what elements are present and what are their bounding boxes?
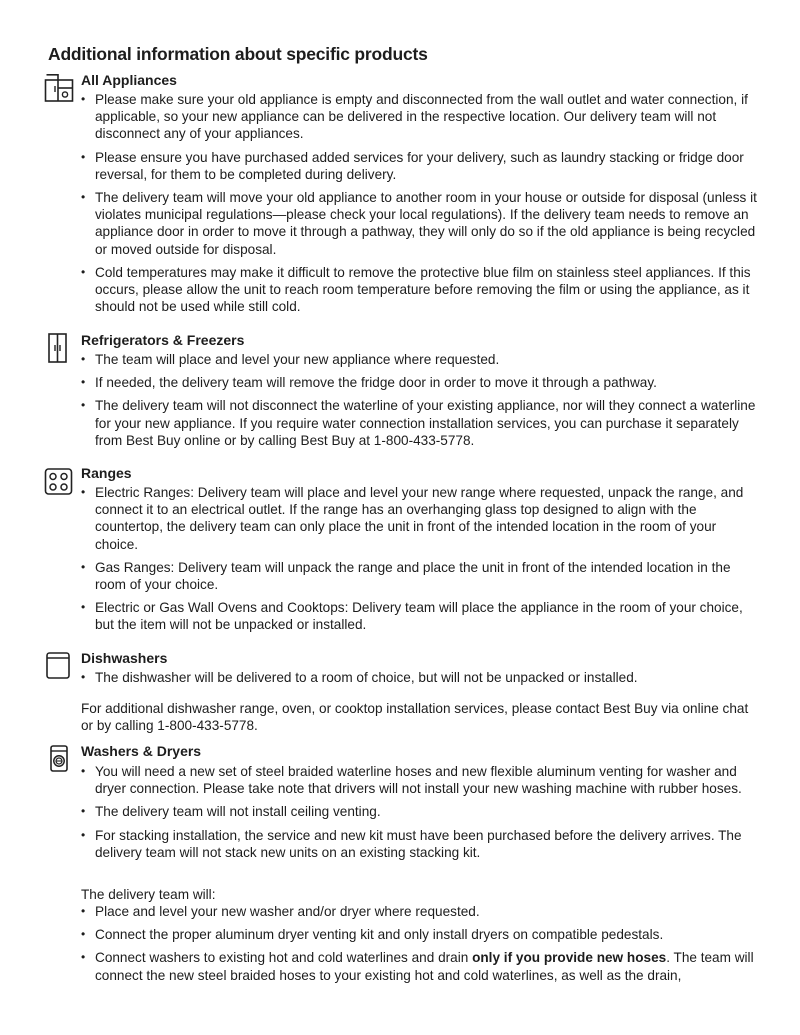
list-item: • Electric Ranges: Delivery team will place and level your new range where requested, unpack the range, and connect it to an electrical outlet. If the range has an overhanging glass top designed to align with the countertop, the delivery team can only place the unit in front of the intended location in the room of your choice. <box>81 484 761 553</box>
hose-text-start: Connect washers to existing hot and cold waterlines and drain <box>95 950 473 966</box>
bullet-list <box>81 484 761 640</box>
bullet-list <box>81 763 761 867</box>
list-item: • The delivery team will not disconnect the waterline of your existing appliance, nor will they connect a waterline for your new appliance. If you require water connection installation services, you can purchase it separately from Best Buy online or by calling Best Buy at 1-800-433-5778. <box>81 397 761 449</box>
range-icon <box>44 467 74 499</box>
washer-icon <box>44 743 74 775</box>
list-item: • Cold temperatures may make it difficult to remove the protective blue film on stainless steel appliances. If this occurs, please allow the unit to reach room temperature before removing the film or using the appliance, as it should not be used while still cold. <box>81 264 761 316</box>
list-item: • Please make sure your old appliance is empty and disconnected from the wall outlet and water connection, if applicable, so your new appliance can be delivered in the respective location. Our delivery team will not disconnect any of your appliances. <box>81 91 761 143</box>
refrigerator-icon <box>44 332 74 364</box>
list-item: • The dishwasher will be delivered to a room of choice, but will not be unpacked or installed. <box>81 669 761 686</box>
section-ranges <box>44 465 764 640</box>
bullet-list <box>81 91 761 321</box>
dishwasher-note: For additional dishwasher range, oven, or cooktop installation services, please contact Best Buy via online chat or by calling 1-800-433-5778. <box>81 701 749 734</box>
hose-text-bold: only if you provide new hoses <box>472 950 667 966</box>
list-item: • If needed, the delivery team will remove the fridge door in order to move it through a pathway. <box>81 374 761 391</box>
list-item: • Connect the proper aluminum dryer venting kit and only install dryers on compatible pedestals. <box>81 926 761 943</box>
hose-text-end: . The team will connect the new steel braided hoses to your existing hot and cold waterlines, as well as the drain, <box>95 950 754 983</box>
section-title: Dishwashers <box>81 650 168 666</box>
list-item: • The delivery team will not install ceiling venting. <box>81 803 761 820</box>
list-item <box>81 949 761 983</box>
section-refrigerators <box>44 332 764 457</box>
list-item: • For stacking installation, the service and new kit must have been purchased before the delivery arrives. The delivery team will not stack new units on an existing stacking kit. <box>81 827 761 861</box>
list-item: • Please ensure you have purchased added services for your delivery, such as laundry stacking or fridge door reversal, for them to be completed during delivery. <box>81 149 761 183</box>
team-intro: The delivery team will: <box>81 887 216 902</box>
section-title: Ranges <box>81 465 132 481</box>
list-item: • Electric or Gas Wall Ovens and Cooktops: Delivery team will place the appliance in the room of your choice, but the item will not be unpacked or installed. <box>81 599 761 633</box>
section-dishwashers <box>44 650 764 736</box>
section-all-appliances <box>44 72 764 322</box>
section-washers-dryers <box>44 743 764 1035</box>
list-item: • Gas Ranges: Delivery team will unpack the range and place the unit in front of the intended location in the room of your choice. <box>81 559 761 593</box>
list-item: • The team will place and level your new appliance where requested. <box>81 351 761 368</box>
dishwasher-icon <box>44 650 74 682</box>
appliance-icon <box>44 73 74 105</box>
team-bullet-list <box>81 903 761 990</box>
section-title: All Appliances <box>81 72 177 88</box>
list-item: • Place and level your new washer and/or dryer where requested. <box>81 903 761 920</box>
list-item: • You will need a new set of steel braided waterline hoses and new flexible aluminum venting for washer and dryer connection. Please take note that drivers will not install your new washing machine with rubber hoses. <box>81 763 761 797</box>
list-item: • The delivery team will move your old appliance to another room in your house or outside for disposal (unless it violates municipal regulations—please check your local regulations). If the delivery team needs to remove an appliance door in order to move it through a pathway, they will only do so if the old appliance is being recycled or moved outside for disposal. <box>81 189 761 258</box>
section-title: Washers & Dryers <box>81 743 202 759</box>
page-title: Additional information about specific products <box>48 44 428 64</box>
section-title: Refrigerators & Freezers <box>81 332 245 348</box>
bullet-list <box>81 351 761 455</box>
bullet-list <box>81 669 761 692</box>
